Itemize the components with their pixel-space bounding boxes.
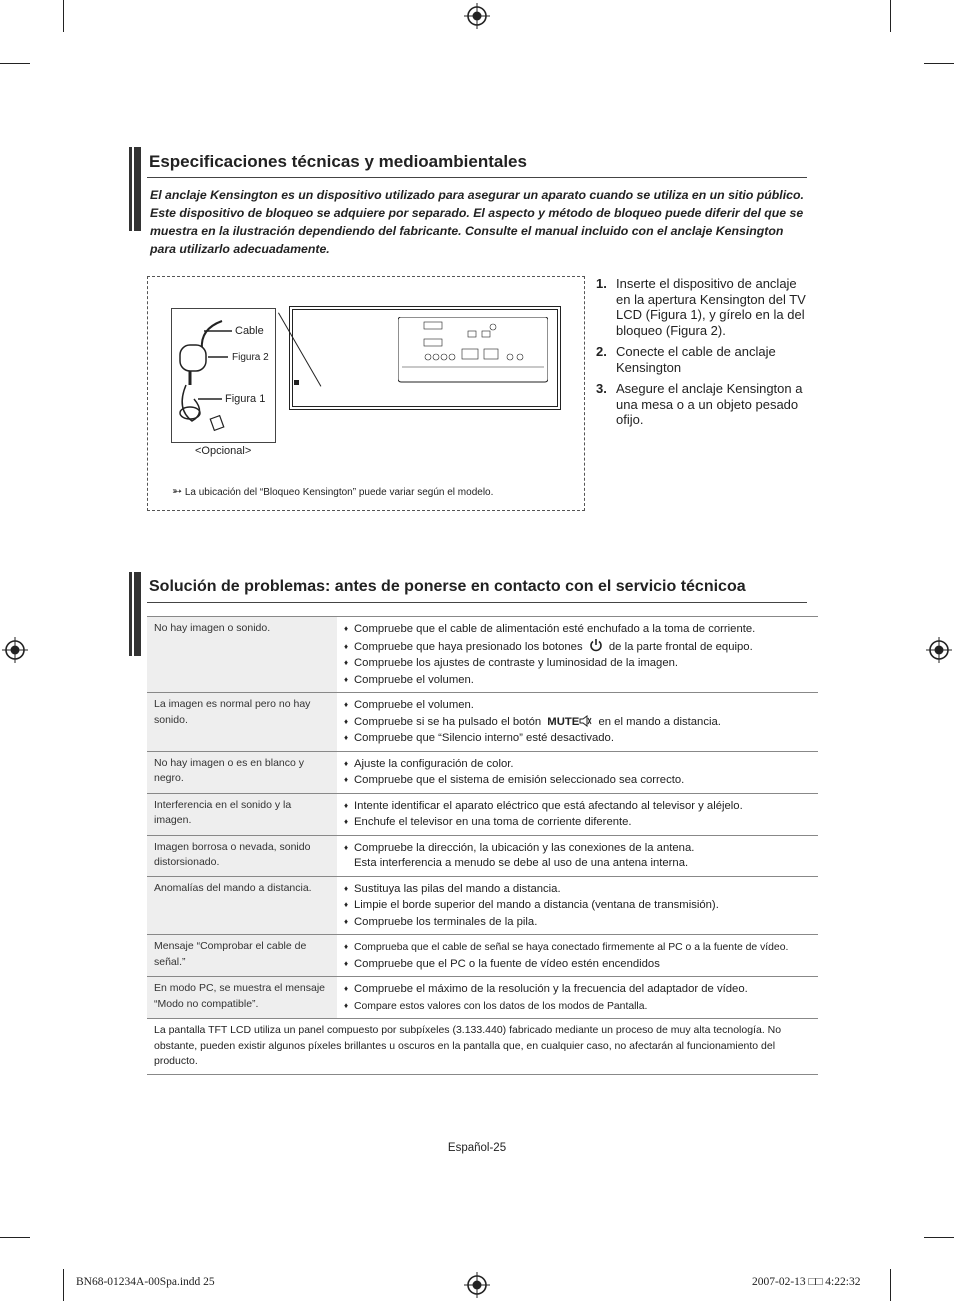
kensington-figure: [147, 276, 585, 511]
section-bar: [129, 147, 141, 231]
crop-mark: [63, 1269, 64, 1301]
problem-cell: Anomalías del mando a distancia.: [147, 876, 337, 935]
solution-cell: ♦ Compruebe la dirección, la ubicación y las conexiones de la antena. Esta interferencia a menudo se debe al uso de una antena interna.: [337, 835, 818, 876]
solution-cell: ♦ Compruebe el máximo de la resolución y la frecuencia del adaptador de vídeo. ♦ Compare estos valores con los datos de los modos de Pantalla.: [337, 977, 818, 1019]
problem-cell: Interferencia en el sonido y la imagen.: [147, 793, 337, 835]
page-number: Español-25: [447, 1142, 507, 1154]
table-row: [147, 876, 818, 935]
solution-cell: ♦ Comprueba que el cable de señal se haya conectado firmemente al PC o a la fuente de vídeo. ♦ Compruebe que el PC o la fuente de vídeo estén encendidos: [337, 935, 818, 977]
note-arrow-icon: ➳: [172, 484, 183, 498]
table-row: [147, 977, 818, 1019]
registration-mark-icon: [926, 637, 952, 663]
steps-list: [596, 276, 811, 434]
table-row: [147, 617, 818, 693]
intro-paragraph: El anclaje Kensington es un dispositivo utilizado para asegurar un aparato cuando se utiliza en un sitio público. Este dispositivo de bloqueo se adquiere por separado. El aspecto y método de bloqueo puede diferir del que se muestra en la ilustración dependiendo del fabricante. Consulte el manual incluido con el anclaje Kensington para utilizarlo adecuadamente.: [150, 188, 804, 256]
crop-mark: [0, 1237, 30, 1238]
slug-right: 2007-02-13 □□ 4:22:32: [752, 1276, 861, 1288]
solution-cell: ♦ Sustituya las pilas del mando a distancia. ♦ Limpie el borde superior del mando a distancia (ventana de transmisión). ♦ Compruebe los terminales de la pila.: [337, 876, 818, 935]
crop-mark: [890, 1269, 891, 1301]
problem-cell: En modo PC, se muestra el mensaje “Modo no compatible”.: [147, 977, 337, 1019]
connector-panel-icon: [398, 317, 548, 387]
mute-label: MUTE: [547, 715, 580, 728]
mute-icon: [579, 715, 592, 727]
troubleshooting-table: [147, 616, 818, 1075]
section-rule: [147, 602, 807, 603]
solution-cell: ♦ Compruebe que el cable de alimentación esté enchufado a la toma de corriente. ♦ Compruebe que haya presionado los botones de la parte frontal de equipo. ♦ Compruebe los ajustes de contraste y luminosidad de la imagen. ♦ Compruebe el volumen.: [337, 617, 818, 693]
power-button-icon: [589, 638, 603, 652]
registration-mark-icon: [2, 637, 28, 663]
table-row: [147, 693, 818, 752]
tv-rear-panel: [289, 306, 561, 410]
section-rule: [147, 177, 807, 178]
registration-mark-icon: [464, 1272, 490, 1298]
table-row: [147, 1019, 818, 1075]
registration-mark-icon: [464, 3, 490, 29]
problem-cell: No hay imagen o es en blanco y negro.: [147, 751, 337, 793]
label-optional: <Opcional>: [195, 445, 252, 457]
section-title-troubleshooting: Solución de problemas: antes de ponerse en contacto con el servicio técnicoa: [149, 578, 746, 595]
crop-mark: [0, 63, 30, 64]
lcd-note: La pantalla TFT LCD utiliza un panel compuesto por subpíxeles (3.133.440) fabricado mediante un proceso de muy alta tecnología. No obstante, pueden existir algunos píxeles brillantes u oscuros en la pantalla que, en cualquier caso, no afectarán al funcionamiento del producto.: [154, 1024, 782, 1067]
step-item: 2. Conecte el cable de anclaje Kensington: [596, 344, 776, 375]
figure-note-text: La ubicación del “Bloqueo Kensington” puede variar según el modelo.: [184, 487, 494, 498]
solution-cell: ♦ Ajuste la configuración de color. ♦ Compruebe que el sistema de emisión seleccionado sea correcto.: [337, 751, 818, 793]
table-row: [147, 751, 818, 793]
crop-mark: [924, 1237, 954, 1238]
solution-cell: ♦ Compruebe el volumen. ♦ Compruebe si se ha pulsado el botón MUTE en el mando a distancia. ♦ Compruebe que “Silencio interno” esté desactivado.: [337, 693, 818, 752]
figure-note: [172, 484, 493, 498]
label-cable: Cable: [235, 325, 264, 337]
label-figura-2: Figura 2: [232, 352, 269, 363]
slug-left: BN68-01234A-00Spa.indd 25: [76, 1276, 215, 1288]
crop-mark: [924, 63, 954, 64]
crop-mark: [63, 0, 64, 32]
table-row: [147, 835, 818, 876]
section-title-specs: Especificaciones técnicas y medioambientales: [149, 152, 527, 171]
problem-cell: La imagen es normal pero no hay sonido.: [147, 693, 337, 752]
problem-cell: Imagen borrosa o nevada, sonido distorsionado.: [147, 835, 337, 876]
kensington-slot-icon: [294, 380, 299, 385]
section-bar: [129, 572, 141, 656]
step-item: 1. Inserte el dispositivo de anclaje en la apertura Kensington del TV LCD (Figura 1), y gírelo en la del bloqueo (Figura 2).: [596, 276, 806, 338]
problem-cell: Mensaje “Comprobar el cable de señal.”: [147, 935, 337, 977]
solution-cell: ♦ Intente identificar el aparato eléctrico que está afectando al televisor y aléjelo. ♦ Enchufe el televisor en una toma de corriente diferente.: [337, 793, 818, 835]
step-item: 3. Asegure el anclaje Kensington a una mesa o a un objeto pesado ofijo.: [596, 381, 803, 427]
label-figura-1: Figura 1: [225, 393, 266, 405]
problem-cell: No hay imagen o sonido.: [147, 617, 337, 693]
table-row: [147, 793, 818, 835]
table-row: [147, 935, 818, 977]
crop-mark: [890, 0, 891, 32]
